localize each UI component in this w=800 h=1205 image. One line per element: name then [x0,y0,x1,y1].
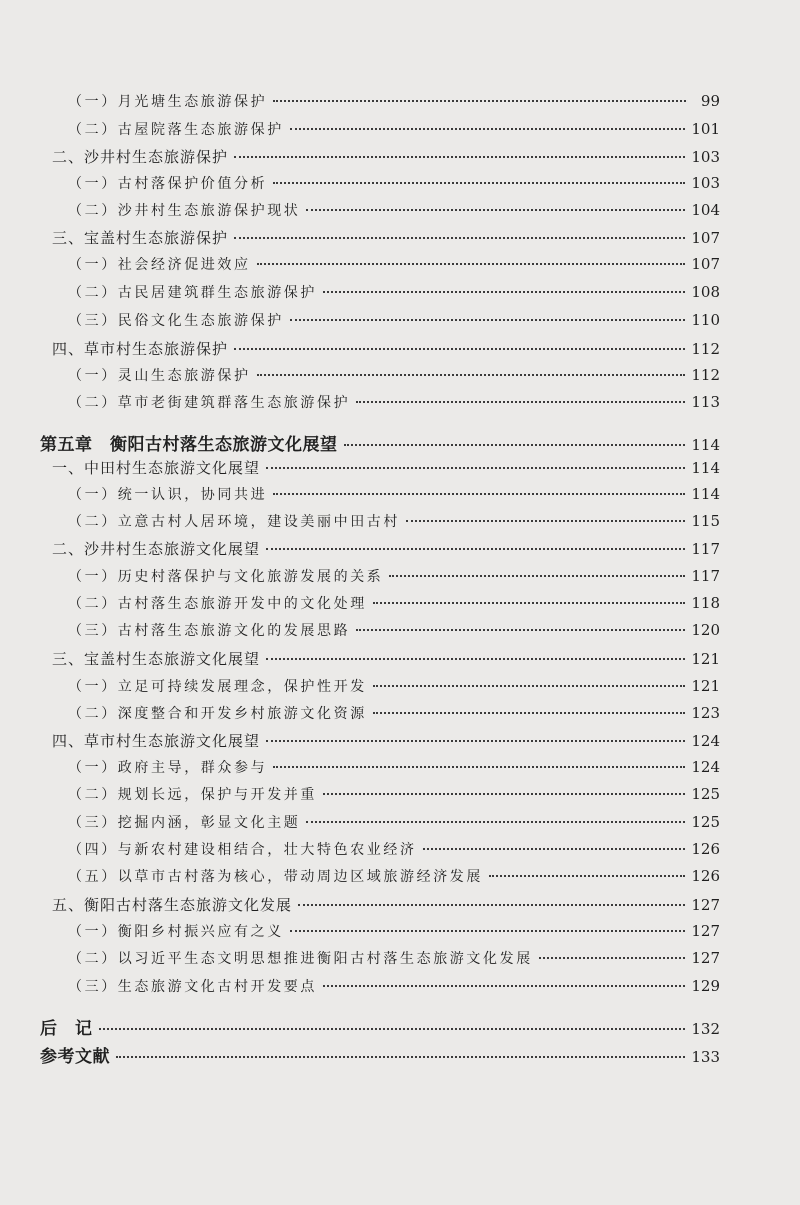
page-number: 132 [691,1020,720,1038]
dot-leader [344,444,686,446]
page-number: 127 [691,896,720,914]
toc-subsection-entry [68,310,720,330]
toc-subsection-entry [68,200,720,220]
entry-title: （三）古村落生态旅游文化的发展思路 [68,623,351,639]
toc-chapter-entry [40,430,720,455]
entry-title: （二）深度整合和开发乡村旅游文化资源 [68,706,367,722]
entry-title: （五）以草市古村落为核心，带动周边区域旅游经济发展 [68,869,483,885]
toc-subsection-entry [68,976,720,996]
page-number: 125 [691,813,720,831]
dot-leader [323,793,685,795]
entry-title: 三、宝盖村生态旅游保护 [52,229,229,247]
page-number: 118 [691,594,720,612]
toc-section-entry [52,338,720,359]
entry-title: （二）古村落生态旅游开发中的文化处理 [68,596,367,612]
toc-section-entry [52,538,720,559]
entry-title: 四、草市村生态旅游保护 [52,340,229,358]
page-number: 99 [700,92,720,110]
entry-title: 五、衡阳古村落生态旅游文化发展 [52,896,293,914]
dot-leader [290,930,686,932]
page-number: 120 [691,621,720,639]
toc-chapter-entry [40,1014,720,1039]
dot-leader [373,602,686,604]
page-number: 129 [691,977,720,995]
page-number: 126 [691,840,720,858]
entry-title: 参考文献 [40,1047,110,1067]
entry-title: 后 记 [40,1019,93,1039]
entry-title: （一）月光塘生态旅游保护 [68,94,268,110]
page-number: 108 [691,283,720,301]
toc-subsection-entry [68,921,720,941]
toc-section-entry [52,227,720,248]
dot-leader [373,712,686,714]
page-number: 101 [691,120,720,138]
entry-title: （三）生态旅游文化古村开发要点 [68,979,317,995]
entry-title: （二）古屋院落生态旅游保护 [68,122,284,138]
entry-title: （二）规划长远，保护与开发并重 [68,787,317,803]
entry-title: （一）统一认识，协同共进 [68,487,268,503]
entry-title: 四、草市村生态旅游文化展望 [52,732,261,750]
page-number: 127 [691,922,720,940]
entry-title: （一）衡阳乡村振兴应有之义 [68,924,284,940]
dot-leader [406,520,685,522]
entry-title: （二）以习近平生态文明思想推进衡阳古村落生态旅游文化发展 [68,951,533,967]
toc-subsection-entry [68,948,720,968]
toc-chapter-entry [40,1042,720,1067]
page-number: 114 [691,485,720,503]
toc-section-entry [52,730,720,751]
dot-leader [373,685,686,687]
toc-subsection-entry [68,676,720,696]
dot-leader [266,658,685,660]
entry-title: （一）社会经济促进效应 [68,257,251,273]
page-number: 117 [691,540,720,558]
page-number: 110 [691,311,720,329]
page-number: 126 [691,867,720,885]
dot-leader [273,493,685,495]
page-number: 133 [691,1048,720,1066]
dot-leader [273,766,685,768]
entry-title: （二）沙井村生态旅游保护现状 [68,203,301,219]
toc-subsection-entry [68,392,720,412]
entry-title: 二、沙井村生态旅游保护 [52,148,229,166]
dot-leader [323,291,685,293]
dot-leader [266,548,685,550]
dot-leader [234,237,685,239]
page-number: 107 [691,255,720,273]
entry-title: （一）古村落保护价值分析 [68,176,268,192]
toc-section-entry [52,894,720,915]
page-number: 114 [691,459,720,477]
page-number: 115 [691,512,720,530]
toc-subsection-entry [68,812,720,832]
dot-leader [389,575,685,577]
page-number: 104 [691,201,720,219]
toc-subsection-entry [68,173,720,193]
entry-title: （四）与新农村建设相结合，壮大特色农业经济 [68,842,417,858]
dot-leader [266,467,685,469]
toc-subsection-entry [68,839,720,859]
entry-title: 二、沙井村生态旅游文化展望 [52,540,261,558]
toc-subsection-entry [68,91,720,111]
dot-leader [539,957,686,959]
dot-leader [290,319,686,321]
toc-subsection-entry [68,119,720,139]
dot-leader [356,401,685,403]
toc-subsection-entry [68,866,720,886]
dot-leader [423,848,686,850]
toc-subsection-entry [68,620,720,640]
page-number: 121 [691,677,720,695]
dot-leader [323,985,685,987]
dot-leader [116,1056,685,1058]
entry-title: （三）挖掘内涵，彰显文化主题 [68,815,301,831]
toc-subsection-entry [68,282,720,302]
page-number: 123 [691,704,720,722]
toc-subsection-entry [68,511,720,531]
page-number: 112 [691,366,720,384]
entry-title: （一）灵山生态旅游保护 [68,368,251,384]
dot-leader [489,875,685,877]
page-number: 121 [691,650,720,668]
toc-subsection-entry [68,784,720,804]
toc-subsection-entry [68,566,720,586]
entry-title: 一、中田村生态旅游文化展望 [52,459,261,477]
toc-subsection-entry [68,484,720,504]
dot-leader [257,374,686,376]
toc-subsection-entry [68,365,720,385]
page-number: 125 [691,785,720,803]
dot-leader [306,209,685,211]
dot-leader [273,182,685,184]
page-number: 103 [691,148,720,166]
page-number: 114 [691,436,720,454]
page-number: 107 [691,229,720,247]
entry-title: （一）政府主导，群众参与 [68,760,268,776]
toc-subsection-entry [68,703,720,723]
dot-leader [356,629,685,631]
toc-subsection-entry [68,757,720,777]
dot-leader [234,156,685,158]
toc-section-entry [52,146,720,167]
entry-title: 三、宝盖村生态旅游文化展望 [52,650,261,668]
page-number: 117 [691,567,720,585]
dot-leader [273,100,686,102]
entry-title: （二）立意古村人居环境，建设美丽中田古村 [68,514,400,530]
dot-leader [234,348,685,350]
toc-section-entry [52,457,720,478]
page-number: 103 [691,174,720,192]
page-number: 124 [691,732,720,750]
dot-leader [99,1028,686,1030]
dot-leader [257,263,686,265]
dot-leader [306,821,685,823]
entry-title: （三）民俗文化生态旅游保护 [68,313,284,329]
toc-subsection-entry [68,593,720,613]
dot-leader [290,128,686,130]
entry-title: （一）立足可持续发展理念，保护性开发 [68,679,367,695]
entry-title: （二）古民居建筑群生态旅游保护 [68,285,317,301]
entry-title: 第五章 衡阳古村落生态旅游文化展望 [40,435,338,455]
entry-title: （二）草市老街建筑群落生态旅游保护 [68,395,351,411]
dot-leader [298,904,685,906]
page-number: 124 [691,758,720,776]
dot-leader [266,740,685,742]
entry-title: （一）历史村落保护与文化旅游发展的关系 [68,569,384,585]
page-number: 113 [691,393,720,411]
page-number: 112 [691,340,720,358]
toc-section-entry [52,648,720,669]
toc-subsection-entry [68,254,720,274]
page-number: 127 [691,949,720,967]
